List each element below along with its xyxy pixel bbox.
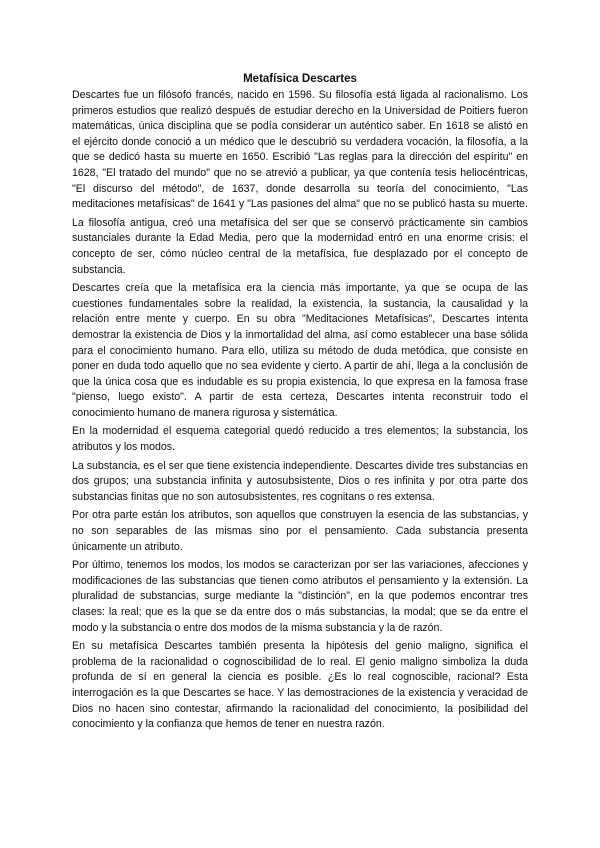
paragraph-ancient-metaphysics: La filosofía antigua, creó una metafísica del ser que se conservó prácticamente sin cambios sustanciales durante la Edad Media, pero que la modernidad entró en una enorme crisis: el concepto de ser, cómo núcleo central de la metafísica, fue desplazado por el concepto de substancia. <box>72 216 528 276</box>
paragraph-attributes: Por otra parte están los atributos, son aquellos que construyen la esencia de las substancias, y no son separables de las mismas sino por el pensamiento. Cada substancia presenta únicamente un atributo. <box>72 509 528 553</box>
paragraph-modes: Por último, tenemos los modos, los modos se caracterizan por ser las variaciones, afecciones y modificaciones de las substancias que tienen como atributos el pensamiento y la extensión. La pluralidad de substancias, surge mediante la "distinción", en la que podemos encontrar tres clases: la real; que es la que se da entre dos o más substancias, la modal; que se da entre el modo y la substancia o entre dos modos de la misma substancia y la de razón. <box>72 559 528 634</box>
paragraph-evil-genius: En su metafísica Descartes también presenta la hipótesis del genio maligno, significa el problema de la racionalidad o cognoscibilidad de lo real. El genio maligno simboliza la duda profunda de sí en general la ciencia es posible. ¿Es lo real cognoscible, racional? Esta interrogación es la que Descartes se hace. Y las demostraciones de la existencia y veracidad de Dios no hacen sino contestar, afirmando la racionalidad del conocimiento, la posibilidad del conocimiento y la confianza que hemos de tener en nuestra razón. <box>72 640 528 731</box>
paragraph-substance: La substancia, es el ser que tiene existencia independiente. Descartes divide tres substancias en dos grupos; una substancia infinita y autosubsistente, Dios o res infinita y por otra parte dos substancias finitas que no son autosubsistentes, res cognitans o res extensa. <box>72 459 528 503</box>
paragraph-meditations: Descartes creía que la metafísica era la ciencia más importante, ya que se ocupa de las cuestiones fundamentales sobre la realidad, la existencia, la sustancia, la causalidad y la relación entre mente y cuerpo. En su obra "Meditaciones Metafísicas", Descartes intenta demostrar la existencia de Dios y la inmortalidad del alma, así como establecer una base sólida para el conocimiento humano. Para ello, utiliza su método de duda metódica, que consiste en poner en duda todo aquello que no sea evidente y cierto. A partir de ahí, llega a la conclusión de que la única cosa que es indudable es su propia existencia, lo que expresa en la famosa frase "pienso, luego existo". A partir de esta certeza, Descartes intenta reconstruir todo el conocimiento humano de manera rigurosa y sistemática. <box>72 282 528 419</box>
document-title: Metafísica Descartes <box>243 73 357 85</box>
paragraph-categorial-scheme: En la modernidad el esquema categorial quedó reducido a tres elementos; la substancia, los atributos y los modos. <box>72 425 528 454</box>
document-page <box>72 72 528 736</box>
paragraph-biography: Descartes fue un filósofo francés, nacido en 1596. Su filosofía está ligada al racionalismo. Los primeros estudios que realizó después de estudiar derecho en la Universidad de Poitiers fueron matemáticas, única disciplina que se podía considerar un auténtico saber. En 1618 se alistó en el ejército donde conoció a un médico que le descubrió su verdadera vocación, la filosofía, a la que se dedicó hasta su muerte en 1650. Escribió "Las reglas para la dirección del espíritu" en 1628, "El tratado del mundo" que no se atrevió a publicar, ya que contenía tesis heliocéntricas, "El discurso del método", de 1637, donde desarrolla su teoría del conocimiento, "Las meditaciones metafísicas" de 1641 y "Las pasiones del alma" que no se publicó hasta su muerte. <box>72 89 528 211</box>
